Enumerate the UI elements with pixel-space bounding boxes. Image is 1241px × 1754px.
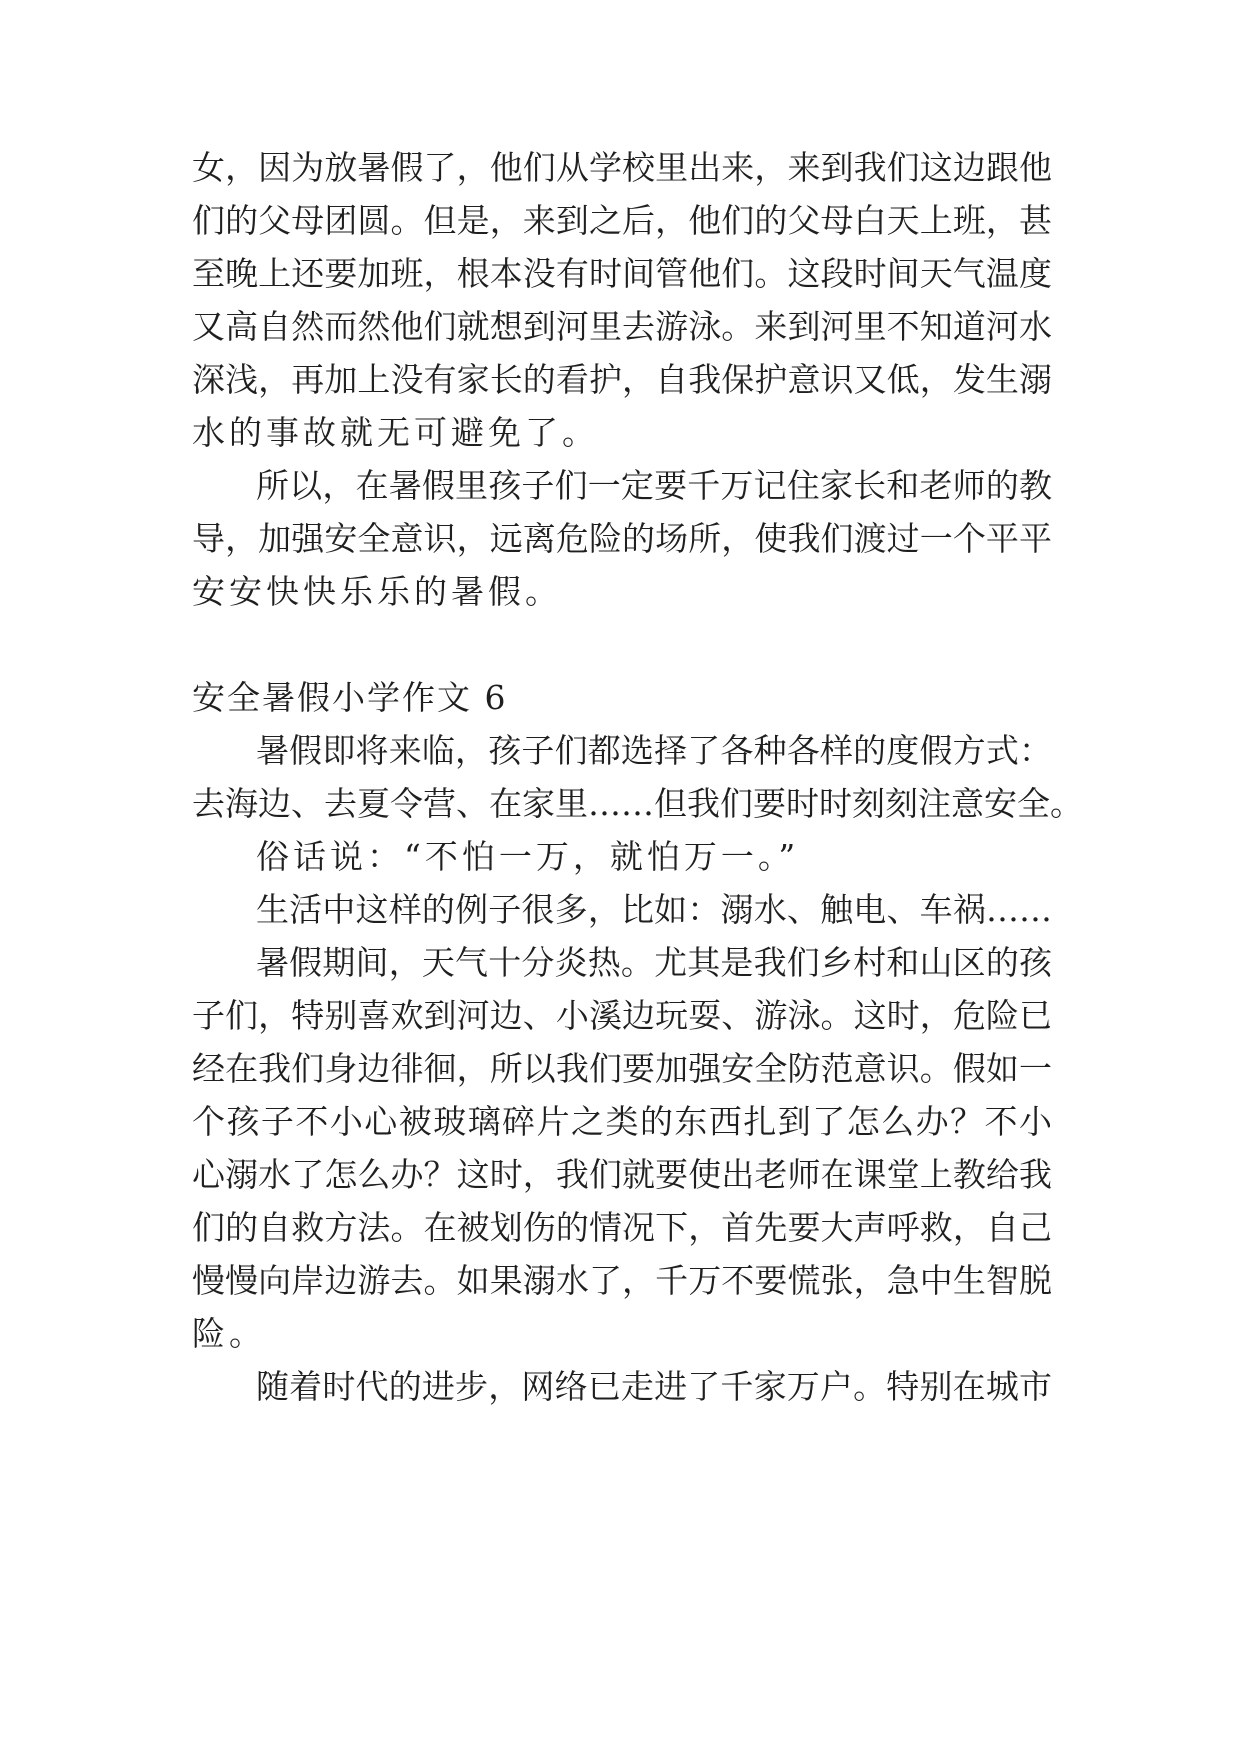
paragraph-line: 经在我们身边徘徊，所以我们要加强安全防范意识。假如一 bbox=[192, 1049, 1052, 1088]
paragraph-line: 险。 bbox=[192, 1314, 266, 1353]
paragraph-line: 生活中这样的例子很多，比如：溺水、触电、车祸…… bbox=[256, 890, 1052, 929]
paragraph-line: 所以，在暑假里孩子们一定要千万记住家长和老师的教 bbox=[256, 466, 1052, 505]
paragraph-line: 慢慢向岸边游去。如果溺水了，千万不要慌张，急中生智脱 bbox=[192, 1261, 1052, 1300]
paragraph-line: 暑假期间，天气十分炎热。尤其是我们乡村和山区的孩 bbox=[256, 943, 1052, 982]
paragraph-line: 水的事故就无可避免了。 bbox=[192, 413, 599, 452]
paragraph-line: 们的父母团圆。但是，来到之后，他们的父母白天上班，甚 bbox=[192, 201, 1052, 240]
paragraph-line: 随着时代的进步，网络已走进了千家万户。特别在城市 bbox=[256, 1367, 1052, 1406]
paragraph-line: 暑假即将来临，孩子们都选择了各种各样的度假方式： bbox=[256, 731, 1052, 770]
paragraph-line: 又高自然而然他们就想到河里去游泳。来到河里不知道河水 bbox=[192, 307, 1052, 346]
paragraph-line: 深浅，再加上没有家长的看护，自我保护意识又低，发生溺 bbox=[192, 360, 1052, 399]
paragraph-line: 女，因为放暑假了，他们从学校里出来，来到我们这边跟他 bbox=[192, 148, 1052, 187]
paragraph-line: 子们，特别喜欢到河边、小溪边玩耍、游泳。这时，危险已 bbox=[192, 996, 1052, 1035]
paragraph-line: 去海边、去夏令营、在家里……但我们要时时刻刻注意安全。 bbox=[192, 784, 1083, 823]
paragraph-line: 安安快快乐乐的暑假。 bbox=[192, 572, 562, 611]
paragraph-line: 俗话说：“不怕一万，就怕万一。” bbox=[256, 837, 800, 876]
paragraph-line: 导，加强安全意识，远离危险的场所，使我们渡过一个平平 bbox=[192, 519, 1052, 558]
paragraph-line: 个孩子不小心被玻璃碎片之类的东西扎到了怎么办？不小 bbox=[192, 1102, 1052, 1141]
section-title: 安全暑假小学作文 6 bbox=[192, 678, 508, 717]
paragraph-line: 至晚上还要加班，根本没有时间管他们。这段时间天气温度 bbox=[192, 254, 1052, 293]
paragraph-line: 们的自救方法。在被划伤的情况下，首先要大声呼救，自己 bbox=[192, 1208, 1052, 1247]
paragraph-line: 心溺水了怎么办？这时，我们就要使出老师在课堂上教给我 bbox=[192, 1155, 1052, 1194]
